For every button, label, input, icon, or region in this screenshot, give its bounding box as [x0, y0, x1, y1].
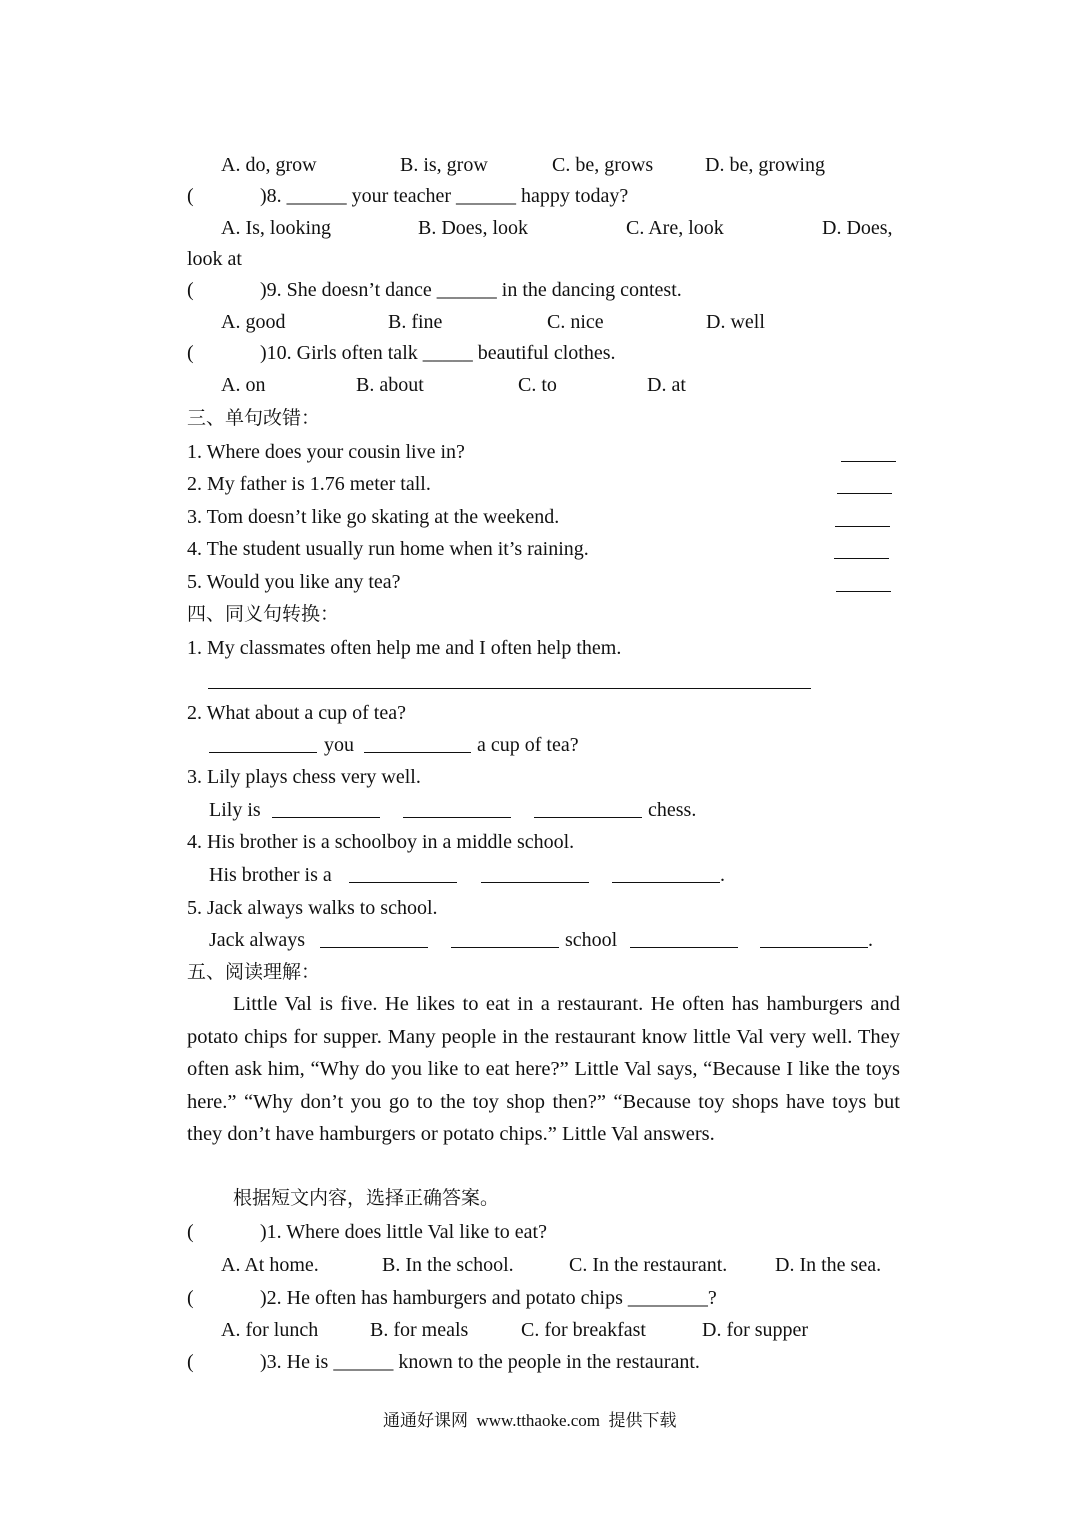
reading-passage: Little Val is five. He likes to eat in a restaurant. He often has hamburgers and potato chips for supper. Many people in the restaurant know little Val very well. They often ask him, “Why do you like to eat here?” Little Val says, “Because I like the toys here.” “Why don’t you go to the toy shop then?” “Because toy shops have toys but they don’t have hamburgers or potato chips.” Little Val answers. — [187, 993, 900, 1146]
section3-item-5: 5. Would you like any tea? — [187, 571, 401, 593]
page-footer: 通通好课网 www.tthaoke.com 提供下载 — [383, 1411, 677, 1430]
section4-q4: 4. His brother is a schoolboy in a middle school. — [187, 831, 575, 853]
section4-q1: 1. My classmates often help me and I often help them. — [187, 637, 622, 659]
section3-item-4: 4. The student usually run home when it’s raining. — [187, 538, 589, 560]
q10-option-b: B. about — [356, 374, 424, 396]
q10-paren: ( — [187, 342, 194, 364]
q8-option-d-wrap: look at — [187, 248, 242, 270]
q10-question: )10. Girls often talk _____ beautiful clothes. — [260, 342, 616, 364]
reading-q2-option-a: A. for lunch — [221, 1319, 319, 1341]
answer-blank — [837, 493, 892, 494]
section4-q3: 3. Lily plays chess very well. — [187, 766, 421, 788]
section3-item-2: 2. My father is 1.76 meter tall. — [187, 473, 431, 495]
answer-blank — [320, 947, 428, 948]
q7-option-b: B. is, grow — [400, 154, 488, 176]
q8-paren: ( — [187, 185, 194, 207]
section4-q5-end: . — [868, 929, 873, 951]
section4-q4-start: His brother is a — [209, 864, 332, 886]
reading-q2-option-b: B. for meals — [370, 1319, 469, 1341]
section4-q2-you: you — [324, 734, 354, 756]
reading-q1: )1. Where does little Val like to eat? — [260, 1221, 547, 1243]
section4-q5: 5. Jack always walks to school. — [187, 897, 438, 919]
reading-q1-option-a: A. At home. — [221, 1254, 319, 1276]
section3-item-1: 1. Where does your cousin live in? — [187, 441, 465, 463]
q10-option-c: C. to — [518, 374, 557, 396]
reading-q1-option-c: C. In the restaurant. — [569, 1254, 728, 1276]
reading-q2-paren: ( — [187, 1287, 194, 1309]
reading-q3-paren: ( — [187, 1351, 194, 1373]
answer-blank — [760, 947, 868, 948]
answer-blank — [451, 947, 559, 948]
answer-blank — [630, 947, 738, 948]
q8-option-a: A. Is, looking — [221, 217, 331, 239]
answer-blank — [403, 817, 511, 818]
section4-q5-mid: school — [565, 929, 618, 951]
section4-q2-end: a cup of tea? — [477, 734, 579, 756]
section4-q2: 2. What about a cup of tea? — [187, 702, 406, 724]
reading-q2-option-c: C. for breakfast — [521, 1319, 646, 1341]
section4-q3-start: Lily is — [209, 799, 261, 821]
answer-blank — [349, 882, 457, 883]
q8-question: )8. ______ your teacher ______ happy today? — [260, 185, 629, 207]
section4-q3-end: chess. — [648, 799, 697, 821]
section3-heading: 三、单句改错： — [187, 407, 321, 429]
q8-option-b: B. Does, look — [418, 217, 528, 239]
section4-q4-end: . — [720, 864, 725, 886]
q10-option-d: D. at — [647, 374, 686, 396]
answer-blank — [834, 558, 889, 559]
q9-paren: ( — [187, 279, 194, 301]
answer-blank — [481, 882, 589, 883]
reading-q1-paren: ( — [187, 1221, 194, 1243]
q10-option-a: A. on — [221, 374, 266, 396]
answer-blank — [364, 752, 471, 753]
reading-instruction: 根据短文内容，选择正确答案。 — [233, 1187, 500, 1209]
q8-option-d: D. Does, — [822, 217, 893, 239]
answer-blank — [612, 882, 720, 883]
answer-blank — [272, 817, 380, 818]
answer-blank — [534, 817, 642, 818]
reading-q2-option-d: D. for supper — [702, 1319, 809, 1341]
reading-q2: )2. He often has hamburgers and potato chips ________? — [260, 1287, 717, 1309]
q7-option-c: C. be, grows — [552, 154, 654, 176]
section4-q5-start: Jack always — [209, 929, 306, 951]
answer-blank — [835, 526, 890, 527]
q9-option-c: C. nice — [547, 311, 604, 333]
q7-option-a: A. do, grow — [221, 154, 317, 176]
section4-heading: 四、同义句转换： — [187, 603, 340, 625]
q9-option-d: D. well — [706, 311, 765, 333]
q9-option-a: A. good — [221, 311, 286, 333]
reading-q3: )3. He is ______ known to the people in the restaurant. — [260, 1351, 700, 1373]
section3-item-3: 3. Tom doesn’t like go skating at the weekend. — [187, 506, 560, 528]
answer-blank — [836, 591, 891, 592]
q9-question: )9. She doesn’t dance ______ in the dancing contest. — [260, 279, 682, 301]
reading-q1-option-d: D. In the sea. — [775, 1254, 882, 1276]
answer-blank — [209, 752, 317, 753]
q7-option-d: D. be, growing — [705, 154, 825, 176]
answer-line — [208, 688, 811, 689]
q9-option-b: B. fine — [388, 311, 443, 333]
reading-q1-option-b: B. In the school. — [382, 1254, 514, 1276]
answer-blank — [841, 461, 896, 462]
section5-heading: 五、阅读理解： — [187, 961, 321, 983]
q8-option-c: C. Are, look — [626, 217, 724, 239]
